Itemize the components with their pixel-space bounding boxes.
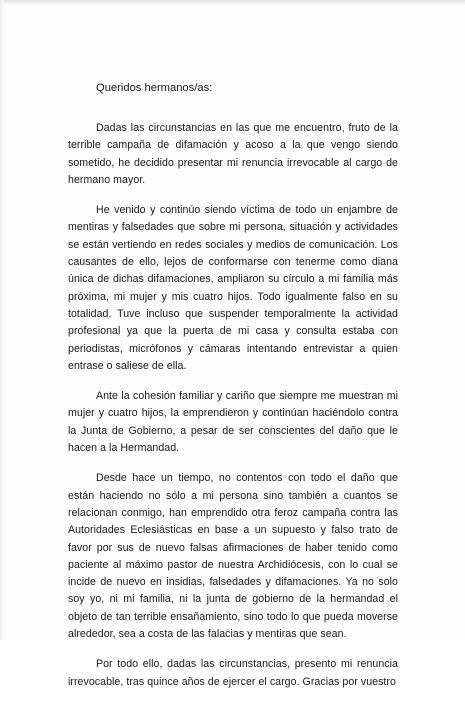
paragraph-3: Ante la cohesión familiar y cariño que siempre me muestran mi mujer y cuatro hijos, la emprendieron y continúan haciéndolo contra la Junta de Gobierno, a pesar de ser conscientes del daño que le hacen a la Hermandad. [68,390,398,455]
letter-greeting: Queridos hermanos/as: [96,82,213,94]
letter-body [68,120,398,704]
paragraph-5: Por todo ello, dadas las circunstancias, presento mi renuncia irrevocable, tras quince años de ejercer el cargo. Gracias por vuestro [68,658,398,688]
scan-edge [0,0,4,640]
paragraph-1: Dadas las circunstancias en las que me encuentro, fruto de la terrible campaña de difamación y acoso a la que vengo siendo sometido, he decidido presentar mi renuncia irrevocable al cargo de hermano mayor. [68,122,398,186]
paragraph-4: Desde hace un tiempo, no contentos con todo el daño que están haciendo no sólo a mi persona sino también a cuantos se relacionan conmigo, han emprendido otra feroz campaña contra las Autoridades Eclesiásticas en base a un supuesto y falso trato de favor por sus de nuevo falsas afirmaciones de haber tenido como paciente al máximo pastor de nuestra Archidiócesis, con lo cual se incide de nuevo en insidias, falsedades y difamaciones. Ya no solo soy yo, ni mi familia, ni la junta de gobierno de la hermandad el objeto de tan terrible ensañamiento, sino todo lo que pueda moverse alrededor, sea a costa de las falacias y mentiras que sean. [68,472,398,641]
paragraph-2: He venido y continúo siendo víctima de todo un enjambre de mentiras y falsedades que sobre mi persona, situación y actividades se están vertiendo en redes sociales y medios de comunicación. Los causantes de ello, lejos de conformarse con tenerme como diana única de dichas difamaciones, ampliaron su círculo a mi familia más próxima, mi mujer y mis cuatro hijos. Todo igualmente falso en su totalidad. Tuve incluso que suspender temporalmente la actividad profesional ya que la puerta de mi casa y consulta estaba con periodistas, micrófonos y cámaras intentando entrevistar a quien entrase o saliese de ella. [68,204,398,372]
scan-edge [0,0,465,6]
